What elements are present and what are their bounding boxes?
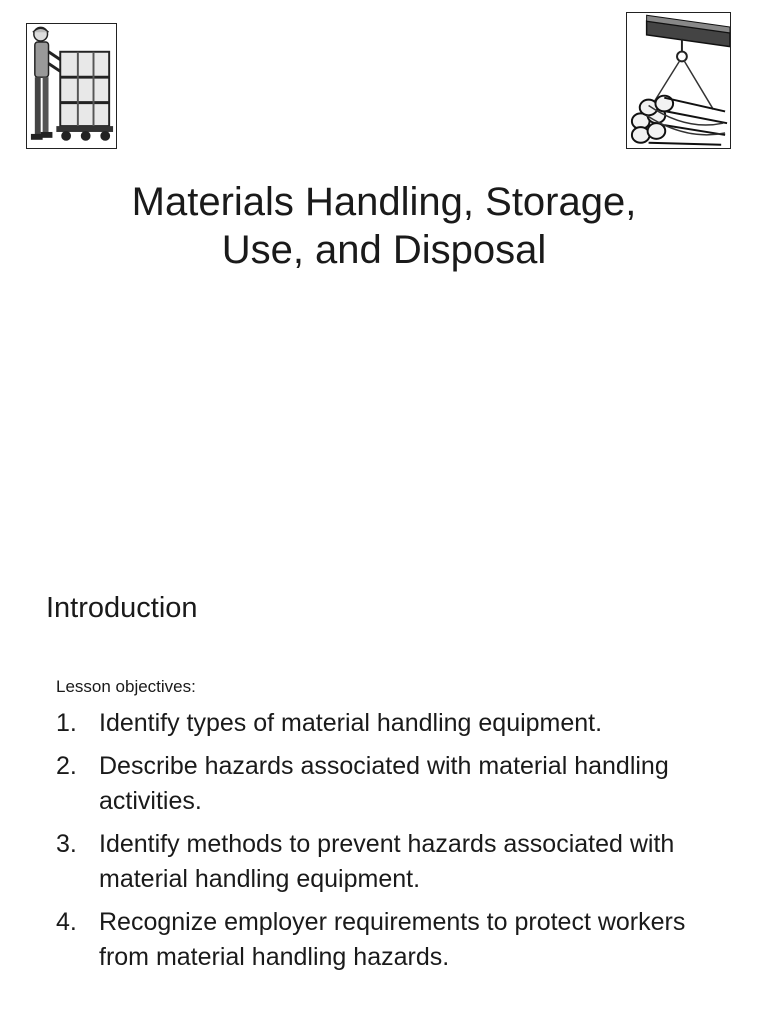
list-item — [56, 905, 736, 975]
lesson-objectives-label: Lesson objectives: — [56, 677, 196, 696]
list-item — [56, 706, 736, 741]
worker-cart-icon — [27, 24, 116, 148]
list-item-number: 3. — [56, 830, 77, 858]
list-item-text: Recognize employer requirements to protect workers from material handling hazards. — [99, 908, 686, 971]
slide-title-line-2: Use, and Disposal — [221, 228, 547, 272]
list-item-text: Describe hazards associated with material handling activities. — [99, 752, 669, 815]
list-item-number: 2. — [56, 752, 77, 780]
list-item-number: 1. — [56, 709, 77, 737]
objectives-list — [56, 706, 736, 983]
list-item-text: Identify types of material handling equipment. — [99, 709, 603, 737]
list-item — [56, 749, 736, 819]
worker-cart-illustration — [26, 23, 117, 149]
list-item-number: 4. — [56, 908, 77, 936]
slide-title — [0, 178, 768, 274]
section-heading: Introduction — [46, 592, 198, 624]
slide-title-line-1: Materials Handling, Storage, — [131, 180, 637, 224]
crane-pipes-icon — [627, 13, 730, 148]
crane-pipes-illustration — [626, 12, 731, 149]
list-item-text: Identify methods to prevent hazards associated with material handling equipment. — [99, 830, 675, 893]
list-item — [56, 827, 736, 897]
